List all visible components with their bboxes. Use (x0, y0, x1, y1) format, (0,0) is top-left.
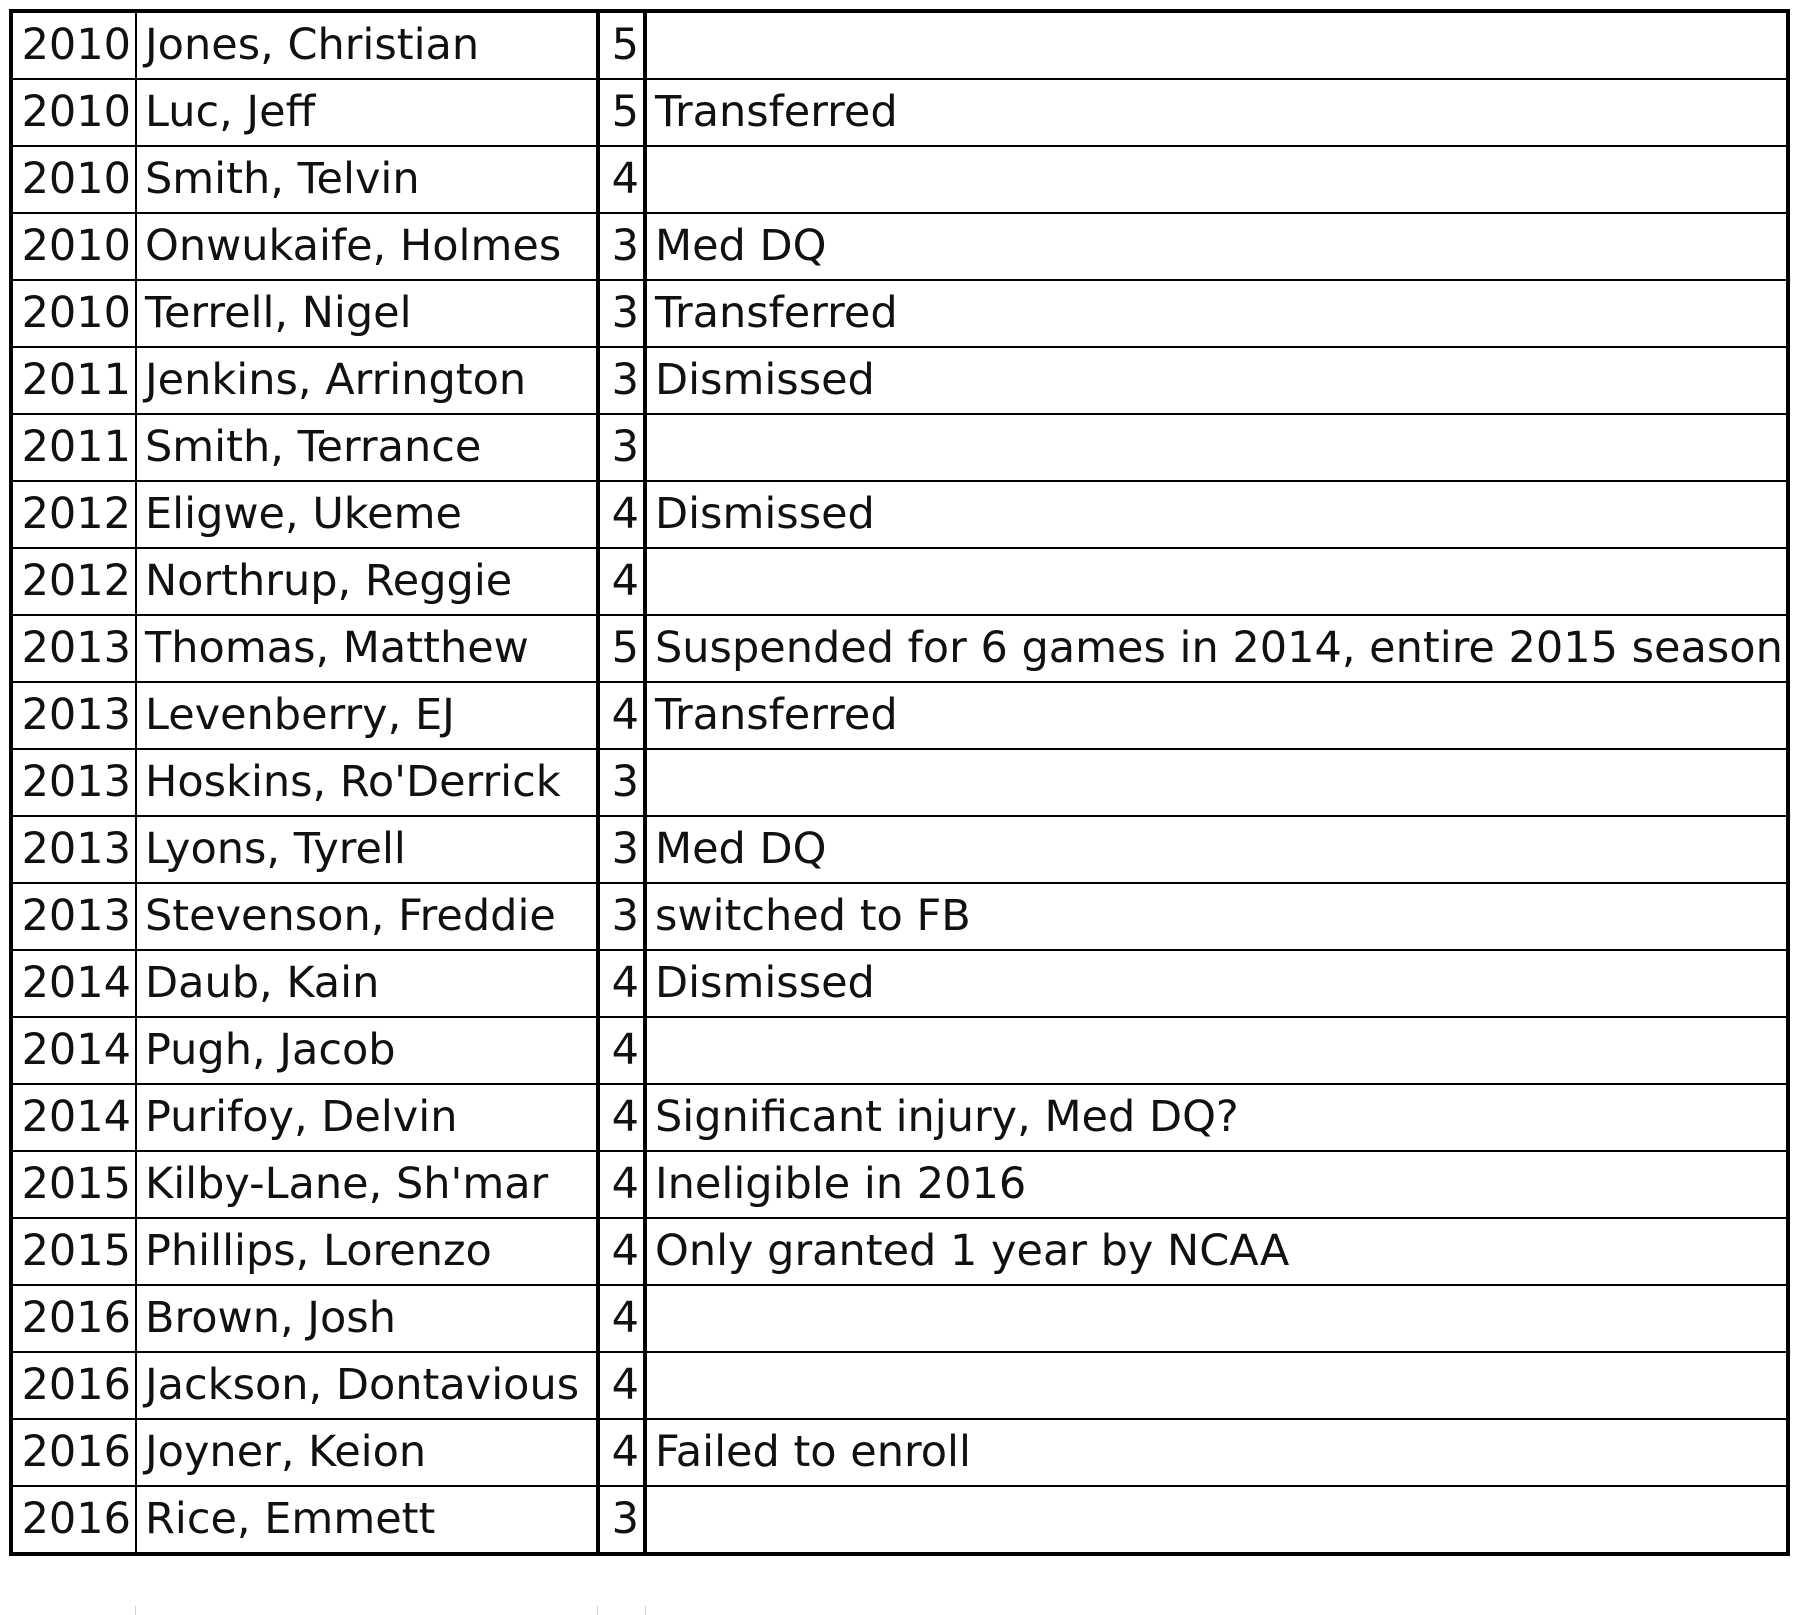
note-cell[interactable]: Ineligible in 2016 (645, 1151, 1788, 1218)
table-row (11, 749, 1788, 816)
player-name-cell[interactable]: Levenberry, EJ (136, 682, 598, 749)
year-cell[interactable]: 2010 (11, 79, 136, 146)
note-cell[interactable] (645, 749, 1788, 816)
player-name-cell[interactable]: Lyons, Tyrell (136, 816, 598, 883)
player-name-cell[interactable]: Brown, Josh (136, 1285, 598, 1352)
star-rating-cell[interactable]: 5 (598, 11, 645, 79)
year-cell[interactable]: 2015 (11, 1151, 136, 1218)
table-row (11, 682, 1788, 749)
table-row (11, 481, 1788, 548)
table-row (11, 950, 1788, 1017)
star-rating-cell[interactable]: 4 (598, 1419, 645, 1486)
star-rating-cell[interactable]: 3 (598, 414, 645, 481)
star-rating-cell[interactable]: 4 (598, 1084, 645, 1151)
note-cell[interactable]: Med DQ (645, 213, 1788, 280)
year-cell[interactable]: 2010 (11, 146, 136, 213)
star-rating-cell[interactable]: 4 (598, 682, 645, 749)
year-cell[interactable]: 2014 (11, 1084, 136, 1151)
player-name-cell[interactable]: Phillips, Lorenzo (136, 1218, 598, 1285)
year-cell[interactable]: 2013 (11, 682, 136, 749)
player-name-cell[interactable]: Hoskins, Ro'Derrick (136, 749, 598, 816)
note-cell[interactable]: Significant injury, Med DQ? (645, 1084, 1788, 1151)
note-cell[interactable]: Transferred (645, 79, 1788, 146)
star-rating-cell[interactable]: 4 (598, 146, 645, 213)
note-cell[interactable]: Dismissed (645, 950, 1788, 1017)
table-row (11, 883, 1788, 950)
table-row (11, 548, 1788, 615)
star-rating-cell[interactable]: 4 (598, 1017, 645, 1084)
table-row (11, 213, 1788, 280)
year-cell[interactable]: 2016 (11, 1419, 136, 1486)
roster-table (9, 9, 1790, 1556)
note-cell[interactable]: Transferred (645, 280, 1788, 347)
note-cell[interactable]: Suspended for 6 games in 2014, entire 2015 season (645, 615, 1788, 682)
note-cell[interactable]: Dismissed (645, 347, 1788, 414)
year-cell[interactable]: 2014 (11, 950, 136, 1017)
player-name-cell[interactable]: Rice, Emmett (136, 1486, 598, 1554)
note-cell[interactable] (645, 1486, 1788, 1554)
star-rating-cell[interactable]: 3 (598, 213, 645, 280)
player-name-cell[interactable]: Eligwe, Ukeme (136, 481, 598, 548)
note-cell[interactable] (645, 414, 1788, 481)
table-row (11, 615, 1788, 682)
table-row (11, 1084, 1788, 1151)
table-row (11, 1017, 1788, 1084)
player-name-cell[interactable]: Thomas, Matthew (136, 615, 598, 682)
player-name-cell[interactable]: Jenkins, Arrington (136, 347, 598, 414)
year-cell[interactable]: 2010 (11, 11, 136, 79)
year-cell[interactable]: 2016 (11, 1352, 136, 1419)
player-name-cell[interactable]: Smith, Telvin (136, 146, 598, 213)
note-cell[interactable]: Only granted 1 year by NCAA (645, 1218, 1788, 1285)
star-rating-cell[interactable]: 4 (598, 1285, 645, 1352)
year-cell[interactable]: 2011 (11, 347, 136, 414)
player-name-cell[interactable]: Terrell, Nigel (136, 280, 598, 347)
table-row (11, 280, 1788, 347)
table-row (11, 79, 1788, 146)
year-cell[interactable]: 2013 (11, 883, 136, 950)
table-row (11, 1352, 1788, 1419)
table-row (11, 347, 1788, 414)
star-rating-cell[interactable]: 5 (598, 615, 645, 682)
year-cell[interactable]: 2016 (11, 1486, 136, 1554)
table-row (11, 816, 1788, 883)
year-cell[interactable]: 2011 (11, 414, 136, 481)
note-cell[interactable]: Transferred (645, 682, 1788, 749)
table-row (11, 1486, 1788, 1554)
table-row (11, 11, 1788, 79)
note-cell[interactable] (645, 11, 1788, 79)
player-name-cell[interactable]: Onwukaife, Holmes (136, 213, 598, 280)
year-cell[interactable]: 2014 (11, 1017, 136, 1084)
table-row (11, 1419, 1788, 1486)
note-cell[interactable]: switched to FB (645, 883, 1788, 950)
player-name-cell[interactable]: Stevenson, Freddie (136, 883, 598, 950)
player-name-cell[interactable]: Pugh, Jacob (136, 1017, 598, 1084)
gridline (597, 1606, 598, 1615)
player-name-cell[interactable]: Northrup, Reggie (136, 548, 598, 615)
note-cell[interactable]: Dismissed (645, 481, 1788, 548)
note-cell[interactable]: Med DQ (645, 816, 1788, 883)
note-cell[interactable] (645, 548, 1788, 615)
note-cell[interactable] (645, 1285, 1788, 1352)
year-cell[interactable]: 2016 (11, 1285, 136, 1352)
star-rating-cell[interactable]: 3 (598, 816, 645, 883)
year-cell[interactable]: 2012 (11, 481, 136, 548)
table-row (11, 146, 1788, 213)
table-row (11, 1218, 1788, 1285)
table-row (11, 1285, 1788, 1352)
star-rating-cell[interactable]: 3 (598, 1486, 645, 1554)
player-name-cell[interactable]: Jones, Christian (136, 11, 598, 79)
roster-table-body (11, 11, 1788, 1554)
note-cell[interactable] (645, 146, 1788, 213)
star-rating-cell[interactable]: 4 (598, 950, 645, 1017)
star-rating-cell[interactable]: 4 (598, 1218, 645, 1285)
note-cell[interactable] (645, 1352, 1788, 1419)
table-row (11, 1151, 1788, 1218)
star-rating-cell[interactable]: 3 (598, 280, 645, 347)
note-cell[interactable]: Failed to enroll (645, 1419, 1788, 1486)
year-cell[interactable]: 2013 (11, 615, 136, 682)
year-cell[interactable]: 2012 (11, 548, 136, 615)
star-rating-cell[interactable]: 4 (598, 1151, 645, 1218)
year-cell[interactable]: 2015 (11, 1218, 136, 1285)
player-name-cell[interactable]: Smith, Terrance (136, 414, 598, 481)
note-cell[interactable] (645, 1017, 1788, 1084)
star-rating-cell[interactable]: 4 (598, 548, 645, 615)
player-name-cell[interactable]: Jackson, Dontavious (136, 1352, 598, 1419)
player-name-cell[interactable]: Luc, Jeff (136, 79, 598, 146)
year-cell[interactable]: 2010 (11, 280, 136, 347)
year-cell[interactable]: 2010 (11, 213, 136, 280)
player-name-cell[interactable]: Daub, Kain (136, 950, 598, 1017)
table-row (11, 414, 1788, 481)
player-name-cell[interactable]: Kilby-Lane, Sh'mar (136, 1151, 598, 1218)
gridline (645, 1606, 646, 1615)
star-rating-cell[interactable]: 4 (598, 481, 645, 548)
gridline (135, 1606, 136, 1615)
player-name-cell[interactable]: Joyner, Keion (136, 1419, 598, 1486)
star-rating-cell[interactable]: 5 (598, 79, 645, 146)
star-rating-cell[interactable]: 3 (598, 347, 645, 414)
year-cell[interactable]: 2013 (11, 749, 136, 816)
star-rating-cell[interactable]: 3 (598, 749, 645, 816)
star-rating-cell[interactable]: 3 (598, 883, 645, 950)
star-rating-cell[interactable]: 4 (598, 1352, 645, 1419)
year-cell[interactable]: 2013 (11, 816, 136, 883)
player-name-cell[interactable]: Purifoy, Delvin (136, 1084, 598, 1151)
